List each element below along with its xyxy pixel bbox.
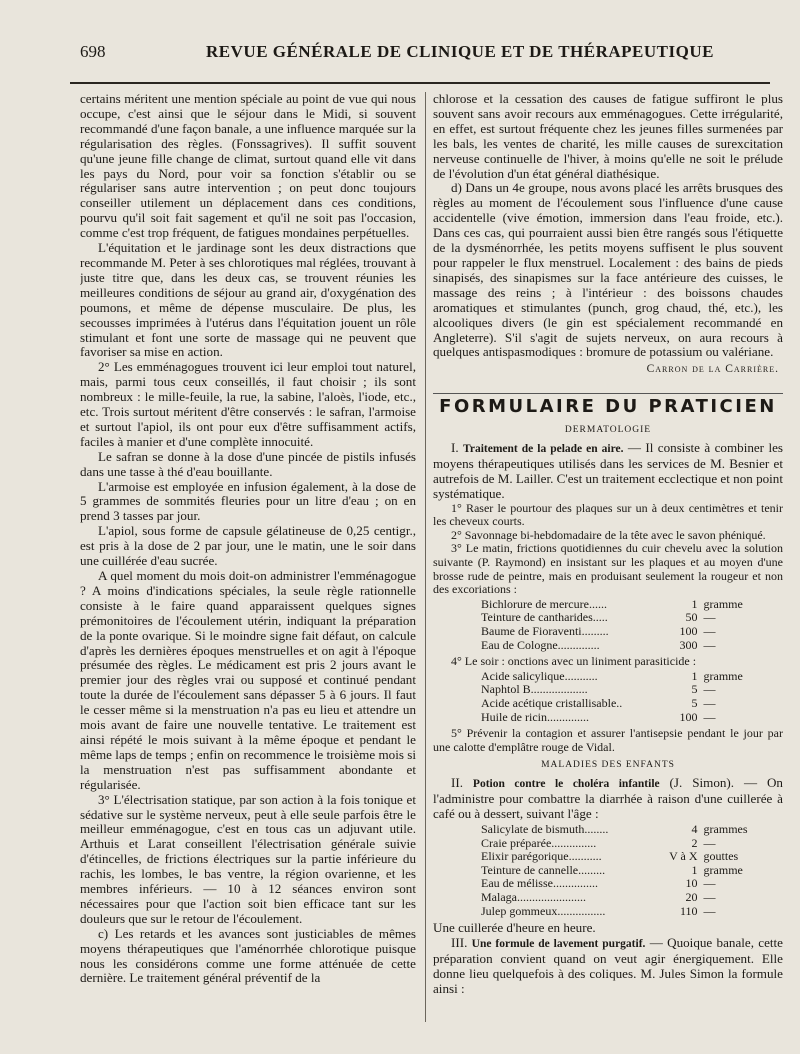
column-divider: [425, 92, 426, 1022]
section-heading-maladies-enfants: MALADIES DES ENFANTS: [541, 760, 675, 771]
right-column: [433, 92, 783, 1022]
ingredient-row: Salicylate de bismuth........ 4 grammes: [481, 821, 748, 836]
ingredient-row: Naphtol B................... 5 —: [481, 682, 716, 697]
recipe-number: I.: [451, 440, 459, 456]
ingredient-row: Acide acétique cristallisable.. 5 —: [481, 695, 716, 710]
recipe-title: Une formule de lavement purgatif.: [471, 938, 646, 951]
recipe-intro: [433, 936, 783, 997]
ingredient-row: Eau de Cologne.............. 300 —: [481, 637, 716, 652]
paragraph: L'armoise est employée en infusion également, à la dose de 5 grammes de sommités fleuries pour un litre d'eau ; on en prend 3 tasses par jour.: [80, 478, 416, 524]
dosage-note: Une cuillerée d'heure en heure.: [433, 920, 596, 936]
recipe-title: Traitement de la pelade en aire.: [463, 443, 624, 456]
ingredient-row: Teinture de cannelle......... 1 gramme: [481, 862, 743, 877]
recipe-text: (J. Simon). — On l'administre pour combattre la diarrhée à raison d'une cuillerée à café ou à dessert, suivant l'âge :: [433, 775, 783, 822]
recipe-intro: [433, 776, 783, 822]
recipe-number: II.: [451, 775, 463, 791]
recipe-intro: [433, 441, 783, 502]
recipe-step: 4° Le soir : onctions avec un liniment parasiticide :: [451, 654, 697, 669]
ingredient-row: Huile de ricin.............. 100 —: [481, 709, 716, 724]
ingredient-row: Julep gommeux................ 110 —: [481, 903, 716, 918]
paragraph: L'apiol, sous forme de capsule gélatineuse de 0,25 centigr., est pris à la dose de 2 par jour, une le matin, une le soir dans une cuillérée d'eau sucrée.: [80, 523, 416, 569]
section-rule: [433, 393, 783, 394]
ingredient-row: Acide salicylique........... 1 gramme: [481, 668, 743, 683]
ingredient-list: [481, 598, 783, 652]
header-rule: [70, 82, 770, 84]
ingredient-row: Malaga....................... 20 —: [481, 889, 716, 904]
author-signature: Carron de la Carrière.: [646, 363, 779, 376]
running-title: REVUE GÉNÉRALE DE CLINIQUE ET DE THÉRAPEUTIQUE: [206, 42, 714, 61]
ingredient-list: [481, 823, 783, 918]
recipe-step: 5° Prévenir la contagion et assurer l'antisepsie pendant le jour par une calotte d'emplâtre rouge de Vidal.: [433, 726, 783, 754]
paragraph: chlorose et la cessation des causes de fatigue suffiront le plus souvent sans avoir recours aux emménagogues. Cette irrégularité, en effet, est surtout fréquente chez les jeunes filles surmenées par les bals, les ventes de charité, les mille causes de surexcitation nerveuse continuelle de l'hiver, à moins qu'elle ne soit le prélude de l'évolution d'un état général diathésique.: [433, 92, 783, 181]
recipe-step: 2° Savonnage bi-hebdomadaire de la tête avec le savon phéniqué.: [451, 527, 766, 542]
recipe-text: — Quoique banale, cette préparation convient quand on veut agir énergiquement. Elle donne lieu quelquefois à des coliques. M. Jules Simon la formule ainsi :: [433, 935, 783, 996]
recipe-step: 1° Raser le pourtour des plaques sur un à deux centimètres et tenir les cheveux courts.: [433, 500, 783, 529]
ingredient-list: [481, 670, 783, 724]
ingredient-row: Eau de mélisse............... 10 —: [481, 876, 716, 891]
recipe-text: — Il consiste à combiner les moyens thérapeutiques utilisés dans les services de M. Besnier et autrefois de M. Lailler. C'est un traitement ecclectique et non point systématique.: [433, 440, 783, 501]
ingredient-row: Teinture de cantharides..... 50 —: [481, 610, 716, 625]
formulaire-title: FORMULAIRE DU PRATICIEN: [439, 396, 777, 418]
recipe-number: III.: [451, 935, 468, 951]
ingredient-row: Craie préparée............... 2 —: [481, 835, 716, 850]
left-column: [80, 92, 416, 1022]
paragraph: 2° Les emménagogues trouvent ici leur emploi tout naturel, mais, parmi tous ceux conseillés, il faut choisir ; ils sont nombreux : le mille-feuile, la rue, la sabine, l'aloès, l'iode, etc., etc. Trois surtout méritent d'être conservés : le safran, l'armoise et surtout l'apiol, ils ont pour eux d'être suffisamment actifs, faciles à manier et d'une complète innocuité.: [80, 359, 416, 449]
section-heading-dermatologie: DERMATOLOGIE: [564, 425, 652, 436]
ingredient-row: Bichlorure de mercure...... 1 gramme: [481, 596, 743, 611]
paragraph: d) Dans un 4e groupe, nous avons placé les arrêts brusques des règles au moment de l'écoulement sous l'influence d'une cause accidentelle (vive émotion, immersion dans l'eau froide, etc.). Dans ces cas, qui pourraient aussi bien être rangés sous l'étiquette de la dysménorrhée, les petits moyens suffisent le plus souvent pour rappeler le flux menstruel. Localement : des bains de pieds sinapisés, des sinapismes sur la face antérieure des cuisses, le massage des reins ; à l'intérieur : des boissons chaudes aromatiques et stimulantes (punch, grog chaud, thé, etc.), les alcooliques divers (le gin est spécialement recommandé en Angleterre). S'il s'agit de sujets nerveux, on aura recours à quelques antispasmodiques : bromure de potassium ou valériane.: [433, 180, 783, 360]
page-number: 698: [80, 42, 106, 61]
paragraph: 3° L'électrisation statique, par son action à la fois tonique et sédative sur le système nerveux, peut à elle seule parfois être le meilleur emménagogue, c'est en tous cas un adjuvant utile. Arthuis et Larat conseillent l'électrisation générale suivie d'étincelles, de frictions électriques sur la partie inférieure du rachis, les lombes, le bas ventre, la région ovarienne, et les membres inférieurs. — 10 à 12 séances environ sont nécessaires pour que l'action soit bien efficace tant sur les douleurs que sur le retour de l'écoulement.: [80, 791, 416, 926]
paragraph: A quel moment du mois doit-on administrer l'emménagogue ? A moins d'indications spéciales, la seule règle rationnelle consiste à le faire quand apparaissent quelques signes prémonitoires de l'écoulement utérin, indiquant la préparation de la ponte ovarique. Si le moindre signe fait défaut, on calcule d'après les dernières époques menstruelles et on agit à l'époque présumée des règles. Le médicament est pris 2 jours avant le premier jour des règles vrai ou supposé et continué pendant toute la durée de l'écoulement sans dépasser 5 à 6 jours. Il faut le cesser même si la menstruation n'a pas eu lieu et attendre un mois avant de faire une nouvelle tentative. Le traitement est ainsi répété le mois suivant à la même époque et pendant le même laps de temps ; enfin on recommence le troisième mois si la menstruation n'est pas suffisamment abondante et régularisée.: [80, 568, 416, 792]
page-header: [70, 42, 770, 68]
paragraph: Le safran se donne à la dose d'une pincée de pistils infusés dans une tasse à thé d'eau bouillante.: [80, 448, 416, 479]
recipe-step: 3° Le matin, frictions quotidiennes du cuir chevelu avec la solution suivante (P. Raymond) en insistant sur les plaques et au moyen d'une brosse rude de peintre, mais en produisant seulement la rougeur et non des excoriations :: [433, 541, 783, 597]
ingredient-row: Elixir parégorique........... V à X gouttes: [481, 849, 739, 864]
paragraph: L'équitation et le jardinage sont les deux distractions que recommande M. Peter à ses chlorotiques mal réglées, trouvant à juste titre que, dans les deux cas, se trouvent réunies les meilleures conditions de séjour au grand air, d'oxygénation des poumons, et même de dépense musculaire. De plus, les secousses imprimées à l'utérus dans l'équitation jouent un rôle stimulant et font une sorte de massage qui ne peuvent que favoriser sa mise en action.: [80, 240, 416, 360]
ingredient-row: Baume de Fioraventi......... 100 —: [481, 624, 716, 638]
paragraph: certains méritent une mention spéciale au point de vue qui nous occupe, c'est ainsi que le séjour dans le Midi, si souvent recommandé d'une façon banale, a une influence marquée sur la régularisation des règles. (Fonssagrives). Il suffit souvent qu'une jeune fille change de climat, surtout quand elle vit dans les pays du Nord, pour voir sa fonction s'établir ou se régulariser sans autre intervention ; on peut donc toujours conseiller utilement un déplacement dans ces conditions, pourvu qu'il soit fait sagement et qu'il ne soit pas l'occasion, comme c'est trop fréquent, de fatigues mondaines perpétuelles.: [80, 92, 416, 241]
recipe-title: Potion contre le choléra infantile: [472, 778, 660, 791]
paragraph: c) Les retards et les avances sont justiciables de mêmes moyens thérapeutiques que l'aménorrhée chlorotique puisque nous les considérons comme une forme atténuée de cette dernière. Le traitement général préventif de la: [80, 925, 416, 986]
